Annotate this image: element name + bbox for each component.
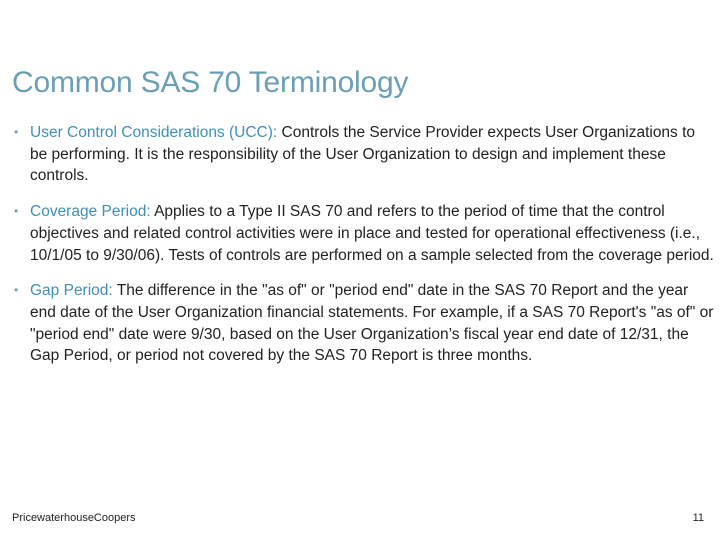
definition-coverage-period: Applies to a Type II SAS 70 and refers to the period of time that the control objectives and related control activities were in place and tested for operational effectiveness (i.e., 10/1/05 to 9/30/06). Tests of controls are performed on a sample selected from the coverage period. [30, 203, 714, 264]
bullet-item-ucc [14, 122, 714, 187]
bullet-icon: • [14, 125, 19, 139]
definition-ucc: Controls the Service Provider expects User Organizations to be performing. It is the responsibility of the User Organization to design and implement these controls. [30, 124, 696, 185]
page-number: 11 [692, 512, 704, 524]
bullet-item-coverage-period [14, 201, 714, 266]
bullet-item-gap-period [14, 280, 714, 367]
definition-gap-period: The difference in the "as of" or "period end" date in the SAS 70 Report and the year end date of the User Organization financial statements. For example, if a SAS 70 Report's "as of" or "period end" date were 9/30, based on the User Organization’s fiscal year end date of 12/31, the Gap Period, or period not covered by the SAS 70 Report is three months. [30, 282, 714, 365]
bullet-list [14, 122, 714, 381]
slide-title: Common SAS 70 Terminology [12, 66, 409, 99]
footer-company: PricewaterhouseCoopers [12, 512, 136, 524]
bullet-icon: • [14, 204, 19, 219]
bullet-icon: • [14, 283, 19, 298]
term-coverage-period: Coverage Period: [30, 203, 151, 221]
term-ucc: User Control Considerations (UCC): [30, 124, 278, 141]
term-gap-period: Gap Period: [30, 282, 113, 300]
